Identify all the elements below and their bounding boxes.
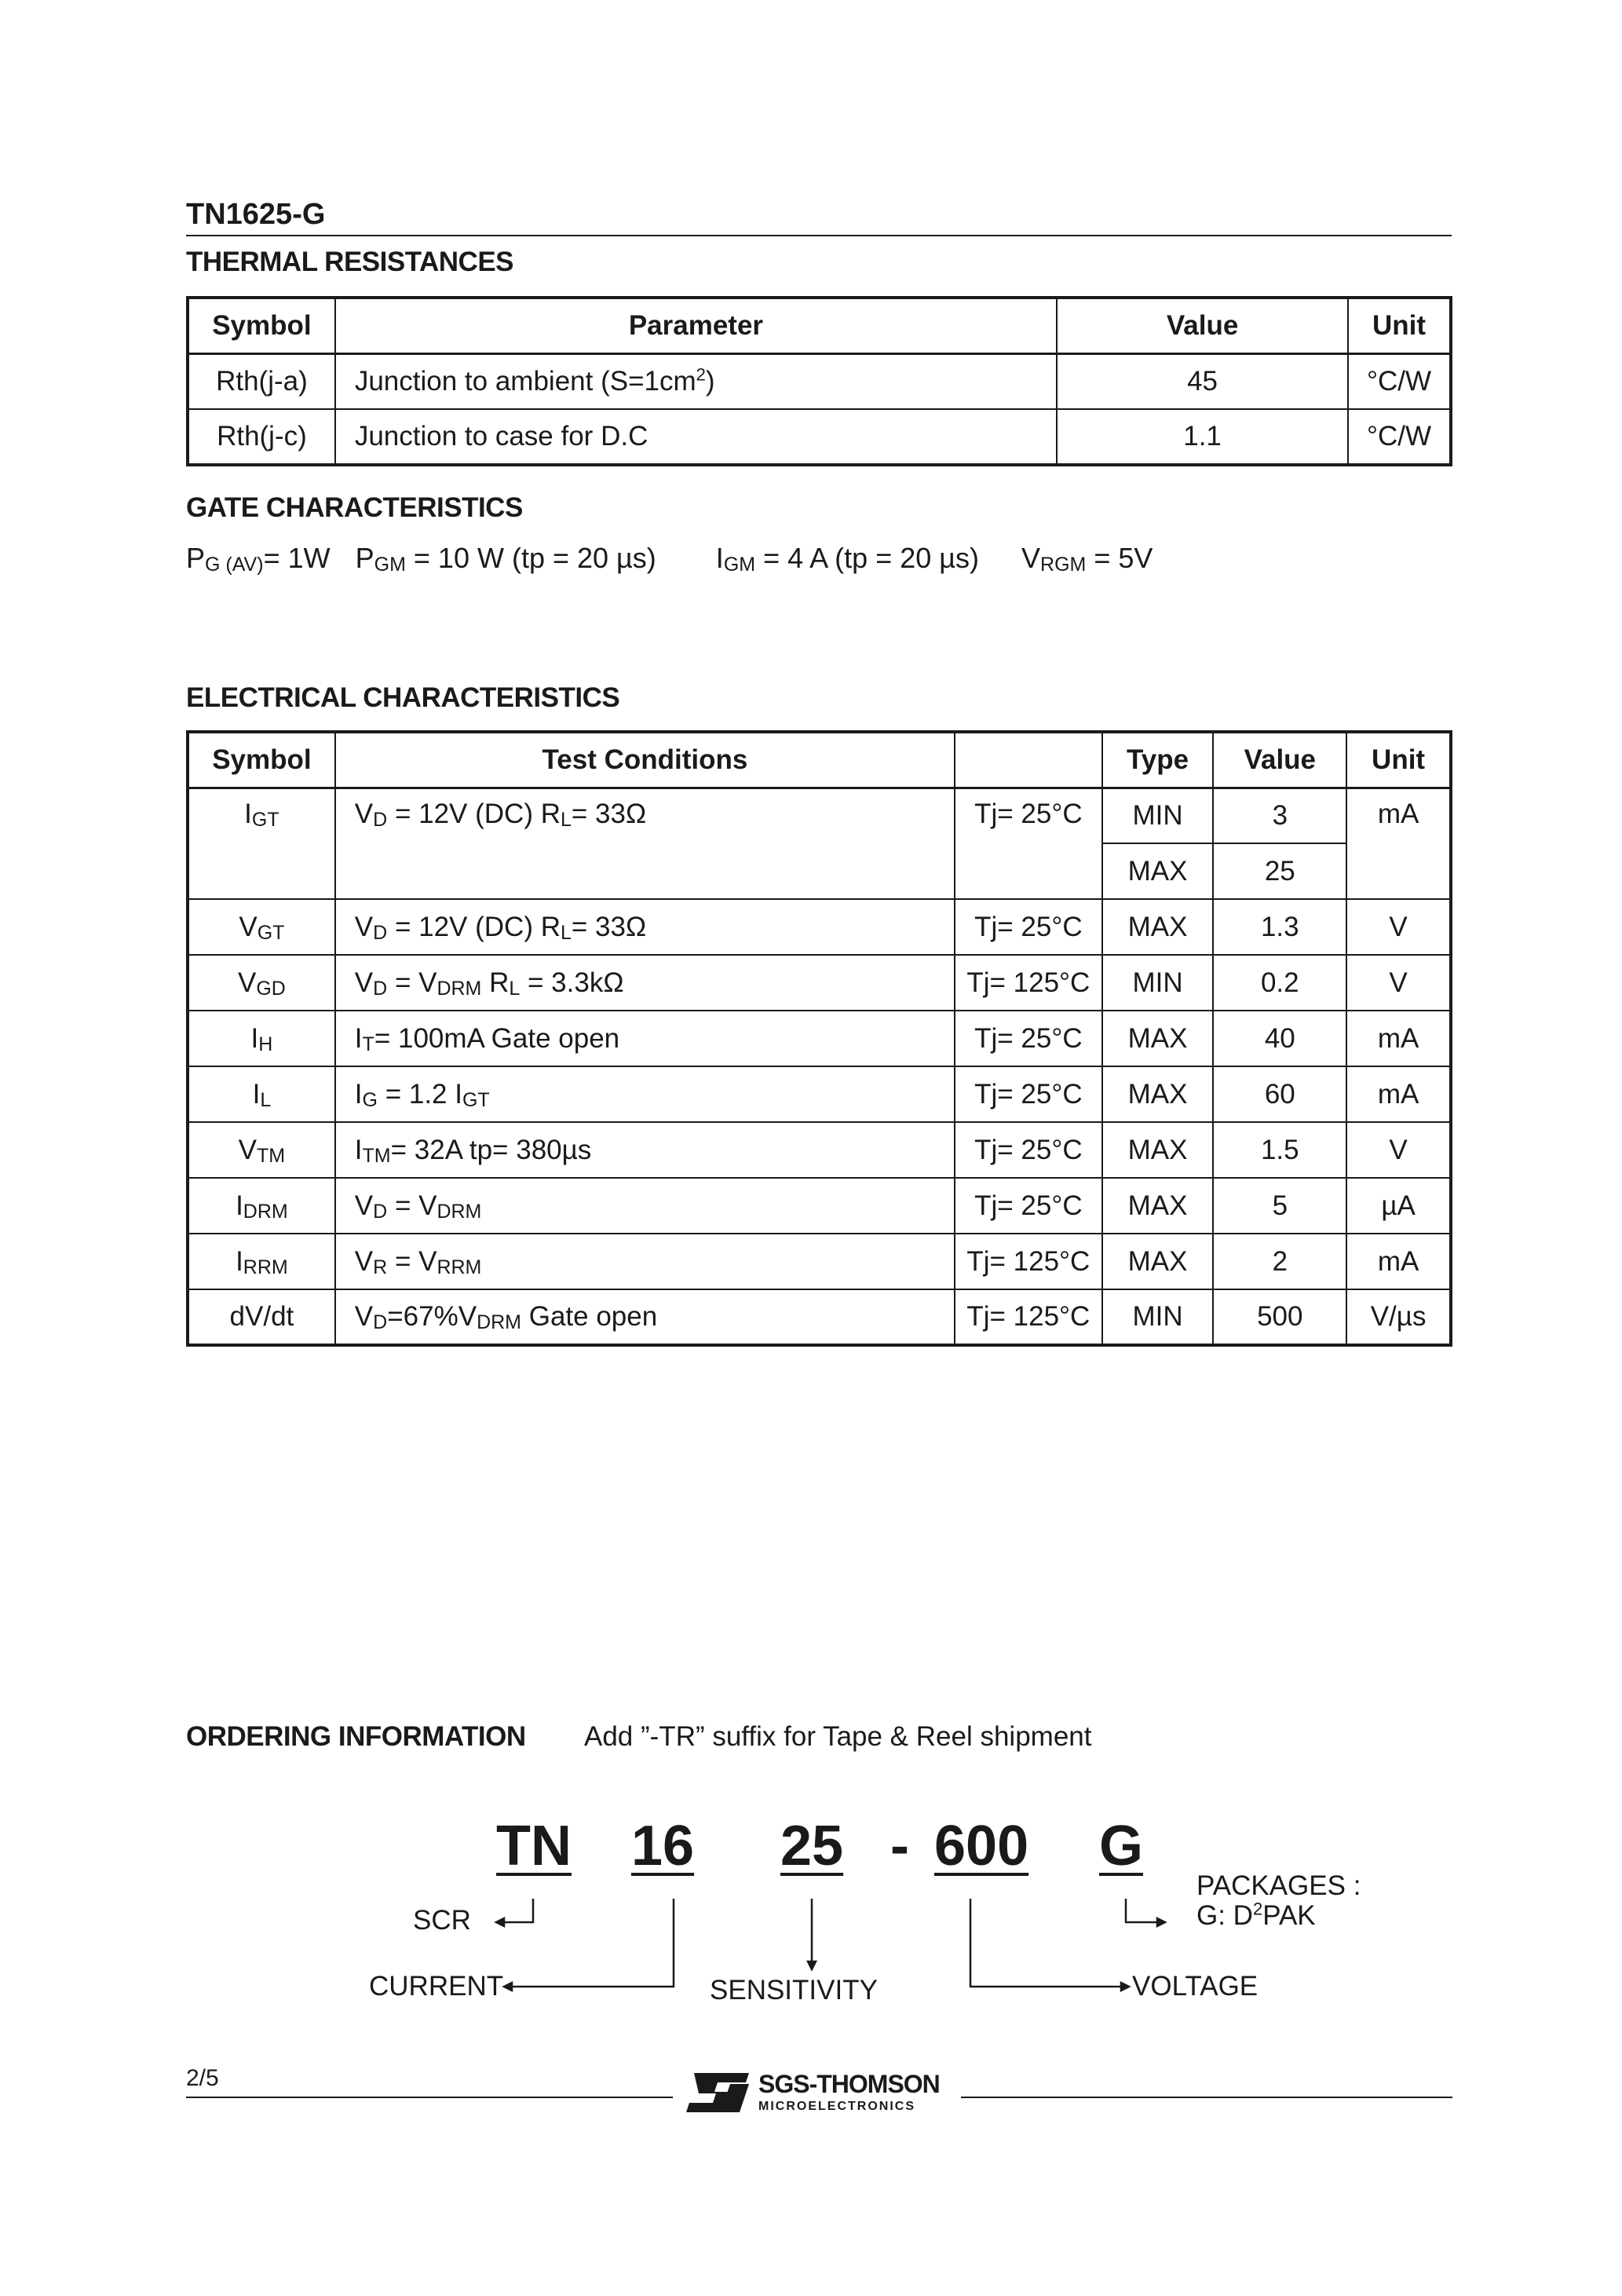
elec-conditions: $V_D = 12V$ (DC) $R_L= 33\Omega$: [335, 899, 955, 955]
brand-name: SGS-THOMSON: [758, 2070, 940, 2098]
gate-title: GATE CHARACTERISTICS: [186, 492, 523, 523]
thermal-unit: °C/W: [1348, 409, 1451, 465]
code-voltage: 600: [934, 1815, 1029, 1877]
elec-conditions: $I_T= 100mA$ Gate open: [335, 1011, 955, 1066]
elec-conditions: $I_G = 1.2$ $I_{GT}$: [335, 1066, 955, 1122]
elec-col-value: Value: [1213, 732, 1346, 788]
elec-value: 40: [1213, 1011, 1346, 1066]
label-sensitivity: SENSITIVITY: [710, 1975, 878, 2005]
thermal-col-symbol: Symbol: [188, 298, 335, 353]
elec-symbol: IDRM: [188, 1178, 335, 1234]
elec-symbol: IRRM: [188, 1234, 335, 1289]
elec-value: 1.5: [1213, 1122, 1346, 1178]
elec-symbol: IGT: [188, 788, 335, 899]
label-scr: SCR: [413, 1905, 471, 1936]
electrical-title: ELECTRICAL CHARACTERISTICS: [186, 682, 620, 713]
elec-tj: Tj= 25°C: [955, 788, 1102, 899]
elec-value: 60: [1213, 1066, 1346, 1122]
elec-unit: µA: [1346, 1178, 1451, 1234]
elec-value: 0.2: [1213, 955, 1346, 1011]
elec-symbol: IL: [188, 1066, 335, 1122]
elec-value: 3: [1213, 788, 1346, 843]
elec-unit: V/µs: [1346, 1289, 1451, 1345]
thermal-value: 1.1: [1057, 409, 1348, 465]
thermal-value: 45: [1057, 353, 1348, 409]
ordering-title: ORDERING INFORMATION: [186, 1721, 526, 1752]
elec-col-conditions: Test Conditions: [335, 732, 955, 788]
elec-type: MAX: [1102, 843, 1214, 899]
elec-type: MAX: [1102, 899, 1214, 955]
code-tn: TN: [496, 1815, 572, 1877]
gate-pgm: PGM = 10 W (tp = 20 µs): [355, 542, 656, 576]
elec-conditions: $I_{TM}= 32A$ tp= 380µs: [335, 1122, 955, 1178]
elec-conditions: $V_D = 12V$ (DC) $R_L= 33\Omega$: [335, 788, 955, 899]
part-number: TN1625-G: [186, 198, 326, 231]
elec-tj: Tj= 25°C: [955, 1011, 1102, 1066]
elec-unit: mA: [1346, 1011, 1451, 1066]
code-current: 16: [631, 1815, 695, 1877]
elec-tj: Tj= 125°C: [955, 955, 1102, 1011]
elec-col-type: Type: [1102, 732, 1214, 788]
brand-subtitle: MICROELECTRONICS: [758, 2100, 915, 2113]
elec-value: 5: [1213, 1178, 1346, 1234]
elec-tj: Tj= 25°C: [955, 899, 1102, 955]
label-voltage: VOLTAGE: [1132, 1971, 1259, 2002]
thermal-parameter: Junction to ambient $(S=1cm^2)$: [335, 353, 1057, 409]
thermal-col-unit: Unit: [1348, 298, 1451, 353]
elec-symbol: VTM: [188, 1122, 335, 1178]
elec-unit: V: [1346, 899, 1451, 955]
elec-type: MAX: [1102, 1178, 1214, 1234]
elec-symbol: VGT: [188, 899, 335, 955]
code-sensitivity: 25: [780, 1815, 844, 1877]
elec-conditions: $V_D = V_{DRM}$: [335, 1178, 955, 1234]
elec-unit: mA: [1346, 1234, 1451, 1289]
code-dash: -: [890, 1815, 909, 1877]
ordering-note: Add ”-TR” suffix for Tape & Reel shipment: [584, 1721, 1092, 1752]
elec-col-symbol: Symbol: [188, 732, 335, 788]
gate-igm: IGM = 4 A (tp = 20 µs): [715, 542, 979, 576]
elec-type: MAX: [1102, 1066, 1214, 1122]
elec-value: 2: [1213, 1234, 1346, 1289]
elec-tj: Tj= 25°C: [955, 1122, 1102, 1178]
elec-type: MIN: [1102, 1289, 1214, 1345]
thermal-parameter: Junction to case for D.C: [335, 409, 1057, 465]
elec-symbol: IH: [188, 1011, 335, 1066]
elec-value: 1.3: [1213, 899, 1346, 955]
elec-unit: mA: [1346, 788, 1451, 899]
thermal-title: THERMAL RESISTANCES: [186, 247, 514, 277]
elec-type: MAX: [1102, 1011, 1214, 1066]
elec-value: 500: [1213, 1289, 1346, 1345]
gate-pgav: PG (AV)= 1W: [186, 542, 331, 576]
st-logo-icon: [683, 2070, 754, 2115]
elec-symbol: VGD: [188, 955, 335, 1011]
footer-rule-left: [186, 2097, 673, 2098]
elec-value: 25: [1213, 843, 1346, 899]
label-package-g: G: $D^2PAK$: [1196, 1899, 1316, 1931]
elec-conditions: $V_D = V_{DRM}$ $R_L = 3.3k\Omega$: [335, 955, 955, 1011]
elec-col-unit: Unit: [1346, 732, 1451, 788]
elec-type: MIN: [1102, 955, 1214, 1011]
elec-tj: Tj= 25°C: [955, 1066, 1102, 1122]
elec-type: MIN: [1102, 788, 1214, 843]
elec-unit: V: [1346, 955, 1451, 1011]
elec-tj: Tj= 125°C: [955, 1289, 1102, 1345]
elec-conditions: $V_R = V_{RRM}$: [335, 1234, 955, 1289]
elec-tj: Tj= 25°C: [955, 1178, 1102, 1234]
gate-vrgm: VRGM = 5V: [1021, 542, 1153, 576]
elec-tj: Tj= 125°C: [955, 1234, 1102, 1289]
thermal-unit: °C/W: [1348, 353, 1451, 409]
thermal-symbol: Rth(j-a): [188, 353, 335, 409]
label-packages: PACKAGES :: [1196, 1870, 1361, 1901]
elec-conditions: $V_D=67\%V_{DRM}$ Gate open: [335, 1289, 955, 1345]
thermal-col-value: Value: [1057, 298, 1348, 353]
label-current: CURRENT: [369, 1971, 504, 2002]
elec-unit: mA: [1346, 1066, 1451, 1122]
elec-symbol: dV/dt: [188, 1289, 335, 1345]
elec-type: MAX: [1102, 1122, 1214, 1178]
elec-unit: V: [1346, 1122, 1451, 1178]
thermal-symbol: Rth(j-c): [188, 409, 335, 465]
footer-rule-right: [961, 2097, 1452, 2098]
page-number: 2/5: [186, 2065, 219, 2091]
elec-type: MAX: [1102, 1234, 1214, 1289]
thermal-col-parameter: Parameter: [335, 298, 1057, 353]
code-package: G: [1099, 1815, 1144, 1877]
